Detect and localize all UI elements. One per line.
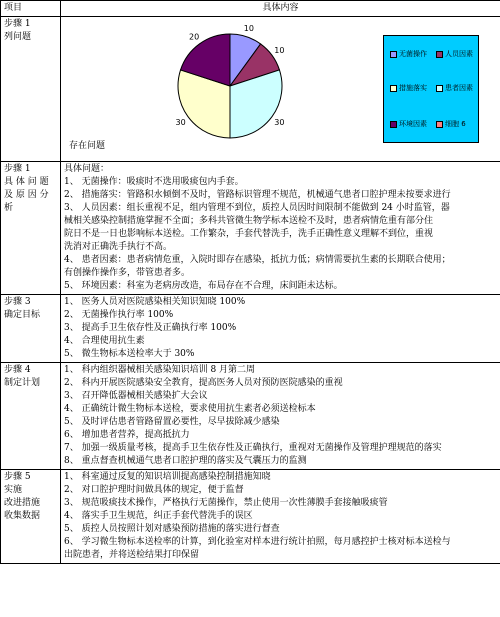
legend-item xyxy=(390,50,427,58)
content-line: 1、 医务人员对医院感染相关知识知晓 100% xyxy=(64,297,246,307)
legend-label: 细胞 6 xyxy=(445,120,466,128)
content-line: 具体问题： xyxy=(64,164,110,174)
row-step5-implement xyxy=(1,470,500,564)
legend-item xyxy=(436,84,473,92)
row-step4-plan xyxy=(1,363,500,470)
content-line: 院日不是一日也影响标本送检。工作繁杂，手套代替洗手，洗手正确性意义理解不到位，重视 xyxy=(64,229,434,239)
content-line: 有创操作操作多，带管患者多。 xyxy=(64,268,191,278)
content-line: 3、 规范吸痰技术操作，严格执行无菌操作，禁止使用一次性薄膜手套接触吸痰管 xyxy=(64,498,388,508)
row4-label: 步骤 4 制定计划 xyxy=(1,363,61,470)
legend-label: 措施落实 xyxy=(399,84,427,92)
row5-content xyxy=(61,470,500,564)
legend-label: 人员因素 xyxy=(445,50,473,58)
content-line: 4、 正确统计微生物标本送检，要求使用抗生素者必须送检标本 xyxy=(64,404,316,414)
content-line: 2、 科内开展医院感染安全教育，提高医务人员对预防医院感染的重视 xyxy=(64,378,343,388)
legend-swatch xyxy=(390,85,397,92)
content-line: 2、 无菌操作执行率 100% xyxy=(64,310,174,320)
pie-chart xyxy=(165,20,295,148)
content-line: 7、 加强一级质量考核，提高手卫生依存性及正确执行，重视对无菌操作及管理护理规范的落实 xyxy=(64,443,442,453)
content-line: 1、 科室通过反复的知识培训提高感染控制措施知晓 xyxy=(64,472,271,482)
content-line: 8、 重点督查机械通气患者口腔护理的落实及气囊压力的监测 xyxy=(64,456,307,466)
content-line: 3、 召开降低器械相关感染扩大会议 xyxy=(64,391,208,401)
pie-data-label: 10 xyxy=(274,46,285,56)
legend-swatch xyxy=(436,121,443,128)
content-line: 械相关感染控制措施掌握不全面；多科共管微生物学标本送检不及时，患者病情危重有部分住 xyxy=(64,216,434,226)
pie-data-label: 30 xyxy=(175,117,186,127)
legend-item xyxy=(436,50,473,58)
content-line: 1、 无菌操作：吸痰时不选用吸痰包内手套。 xyxy=(64,177,244,187)
row5-label: 步骤 5 实施 改进措施 收集数据 xyxy=(1,470,61,564)
row-step1-analysis xyxy=(1,162,500,295)
legend-label: 无菌操作 xyxy=(399,50,427,58)
row-step3-goals xyxy=(1,295,500,363)
header-col-content: 具体内容 xyxy=(61,1,500,17)
content-line: 4、 合理使用抗生素 xyxy=(64,336,145,346)
content-line: 5、 环境因素：科室为老病房改造，布局存在不合理，床间距未达标。 xyxy=(64,281,343,291)
content-line: 6、 学习微生物标本送检率的计算，到化验室对样本进行统计拍照，每月感控护士核对标本送检与 xyxy=(64,537,451,547)
legend-item xyxy=(390,84,427,92)
row3-content xyxy=(61,295,500,363)
row2-content xyxy=(61,162,500,295)
content-line: 洗消对正确洗手执行不高。 xyxy=(64,242,173,252)
pie-data-label: 10 xyxy=(243,23,254,33)
chart-legend xyxy=(383,35,479,143)
content-line: 4、 患者因素：患者病情危重，入院时即存在感染，抵抗力低；病情需要抗生素的长期联合使用； xyxy=(64,255,451,265)
chart-cell xyxy=(61,17,500,162)
content-line: 3、 提高手卫生依存性及正确执行率 100% xyxy=(64,323,237,333)
row4-content xyxy=(61,363,500,470)
row2-label: 步骤 1 具 体 问 题 及 原 因 分 析 xyxy=(1,162,61,295)
legend-item xyxy=(436,120,466,128)
pie-data-label: 30 xyxy=(274,117,285,127)
pie-data-label: 20 xyxy=(189,32,200,42)
content-line: 出院患者，并将送检结果打印保留 xyxy=(64,550,200,560)
legend-label: 患者因素 xyxy=(445,84,473,92)
content-line: 5、 微生物标本送检率大于 30% xyxy=(64,349,195,359)
legend-swatch xyxy=(390,121,397,128)
content-line: 3、 人员因素：组长重视不足，组内管理不到位，质控人员因时间限制不能做到 24 小时监管，器 xyxy=(64,203,450,213)
header-col-item: 项目 xyxy=(1,1,61,17)
legend-swatch xyxy=(390,51,397,58)
row-step1-problems xyxy=(1,17,500,162)
header-row xyxy=(1,1,500,17)
row3-label: 步骤 3 确定目标 xyxy=(1,295,61,363)
chart-caption: 存在问题 xyxy=(69,141,106,151)
content-line: 2、 措施落实：管路积水倾倒不及时，管路标识管理不规范，机械通气患者口腔护理未按要求进行 xyxy=(64,190,451,200)
legend-swatch xyxy=(436,51,443,58)
content-line: 1、 科内组织器械相关感染知识培训 8 月第二周 xyxy=(64,365,256,375)
content-line: 6、 增加患者营养，提高抵抗力 xyxy=(64,430,190,440)
row1-label: 步骤 1 列问题 xyxy=(1,17,61,162)
legend-label: 环境因素 xyxy=(399,120,427,128)
content-line: 5、 及时评估患者管路留置必要性，尽早拔除减少感染 xyxy=(64,417,280,427)
content-line: 2、 对口腔护理时间做具体的规定，便于监督 xyxy=(64,485,244,495)
content-line: 4、 落实手卫生规范，纠正手套代替洗手的误区 xyxy=(64,511,253,521)
legend-swatch xyxy=(436,85,443,92)
legend-item xyxy=(390,120,427,128)
content-line: 5、 质控人员按照计划对感染预防措施的落实进行督查 xyxy=(64,524,280,534)
